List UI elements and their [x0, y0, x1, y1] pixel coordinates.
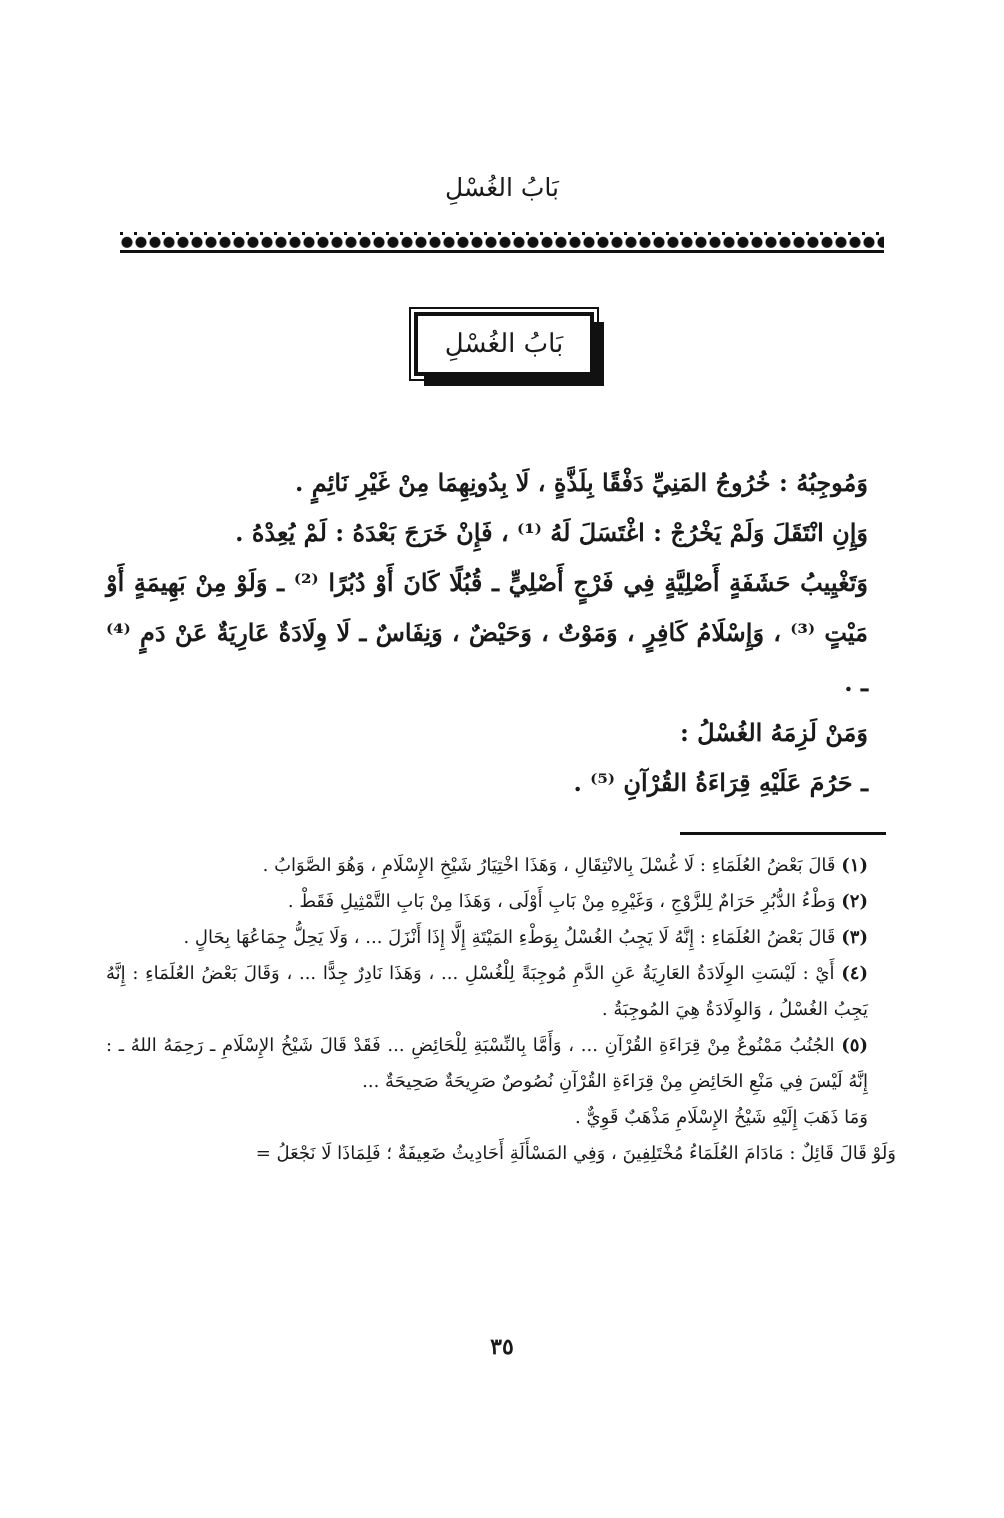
chapter-title: بَابُ الغُسْلِ	[444, 329, 564, 359]
footnote-continuation-1: وَمَا ذَهَبَ إِلَيْهِ شَيْخُ الإِسْلَامِ مَذْهَبٌ قَوِيٌّ .	[575, 1107, 868, 1128]
main-paragraph-2: وَإِنِ انْتَقَلَ وَلَمْ يَخْرُجْ : اغْتَسَلَ لَهُ ⁽¹⁾ ، فَإِنْ خَرَجَ بَعْدَهُ : لَمْ يُعِدْهُ .	[235, 518, 868, 547]
main-paragraph-1: وَمُوجِبُهُ : خُرُوجُ المَنِيِّ دَفْقًا بِلَذَّةٍ ، لَا بِدُونِهِمَا مِنْ غَيْرِ نَائِمٍ .	[295, 468, 868, 497]
footnotes	[106, 848, 896, 1172]
footnote-number: (٤)	[841, 963, 868, 984]
footnote-3	[106, 920, 896, 956]
main-paragraph-5: ـ حَرُمَ عَلَيْهِ قِرَاءَةُ القُرْآنِ ⁽⁵⁾ .	[573, 768, 868, 797]
footnote-continuation-2: وَلَوْ قَالَ قَائِلٌ : مَادَامَ العُلَمَاءُ مُخْتَلِفِينَ ، وَفِي المَسْأَلَةِ أَحَادِيثُ ضَعِيفَةٌ ؛ فَلِمَاذَا لَا نَجْعَلُ =	[255, 1143, 896, 1164]
footnote-text: وَطْءُ الدُّبُرِ حَرَامٌ لِلزَّوْجِ ، وَغَيْرِهِ مِنْ بَابِ أَوْلَى ، وَهَذَا مِنْ بَابِ التَّمْثِيلِ فَقَطْ .	[287, 891, 836, 912]
footnote-4	[106, 956, 896, 1028]
ornament-border	[120, 228, 884, 254]
footnote-5	[106, 1028, 896, 1100]
footnote-text: أَيْ : لَيْسَتِ الوِلَادَةُ العَارِيَةُ عَنِ الدَّمِ مُوجِبَةً لِلْغُسْلِ ... ، وَهَذَا نَادِرٌ جِدًّا ... ، وَقَالَ بَعْضُ العُلَمَاءِ : إِنَّهُ يَجِبُ الغُسْلُ ، وَالوِلَادَةُ هِيَ المُوجِبَةُ .	[106, 963, 868, 1020]
main-paragraph-4: وَمَنْ لَزِمَهُ الغُسْلُ :	[679, 718, 868, 747]
chapter-title-box	[414, 312, 594, 376]
footnote-text: الجُنُبُ مَمْنُوعٌ مِنْ قِرَاءَةِ القُرْآنِ ... ، وَأَمَّا بِالنِّسْبَةِ لِلْحَائِضِ ... فَقَدْ قَالَ شَيْخُ الإِسْلَامِ ـ رَحِمَهُ اللهُ ـ : إِنَّهُ لَيْسَ فِي مَنْعِ الحَائِضِ مِنْ قِرَاءَةِ القُرْآنِ نُصُوصٌ صَرِيحَةٌ صَحِيحَةٌ ...	[106, 1035, 868, 1092]
footnote-text: قَالَ بَعْضُ العُلَمَاءِ : لَا غُسْلَ بِالانْتِقَالِ ، وَهَذَا اخْتِيَارُ شَيْخِ الإِسْلَامِ ، وَهُوَ الصَّوَابُ .	[262, 855, 836, 876]
footnote-number: (١)	[841, 855, 868, 876]
footnote-number: (٥)	[841, 1035, 868, 1056]
page-number: ٣٥	[490, 1334, 514, 1360]
footnote-number: (٣)	[841, 927, 868, 948]
footnote-separator	[680, 832, 886, 835]
footnote-number: (٢)	[841, 891, 868, 912]
main-paragraph-3: وَتَغْيِيبُ حَشَفَةٍ أَصْلِيَّةٍ فِي فَرْجٍ أَصْلِيٍّ ـ قُبُلًا كَانَ أَوْ دُبُرًا ⁽²⁾ ـ وَلَوْ مِنْ بَهِيمَةٍ أَوْ مَيْتٍ ⁽³⁾ ، وَإِسْلَامُ كَافِرٍ ، وَمَوْتٌ ، وَحَيْضٌ ، وَنِفَاسٌ ـ لَا وِلَادَةٌ عَارِيَةٌ عَنْ دَمٍ ⁽⁴⁾ ـ .	[106, 568, 868, 697]
footnote-text: قَالَ بَعْضُ العُلَمَاءِ : إِنَّهُ لَا يَجِبُ الغُسْلُ بِوَطْءِ المَيْتَةِ إِلَّا إِذَا أَنْزَلَ ... ، وَلَا يَحِلُّ جِمَاعُهَا بِحَالٍ .	[183, 927, 836, 948]
footnote-2	[106, 884, 896, 920]
footnote-1	[106, 848, 896, 884]
main-text	[106, 458, 896, 808]
running-header: بَابُ الغُسْلِ	[445, 173, 559, 202]
